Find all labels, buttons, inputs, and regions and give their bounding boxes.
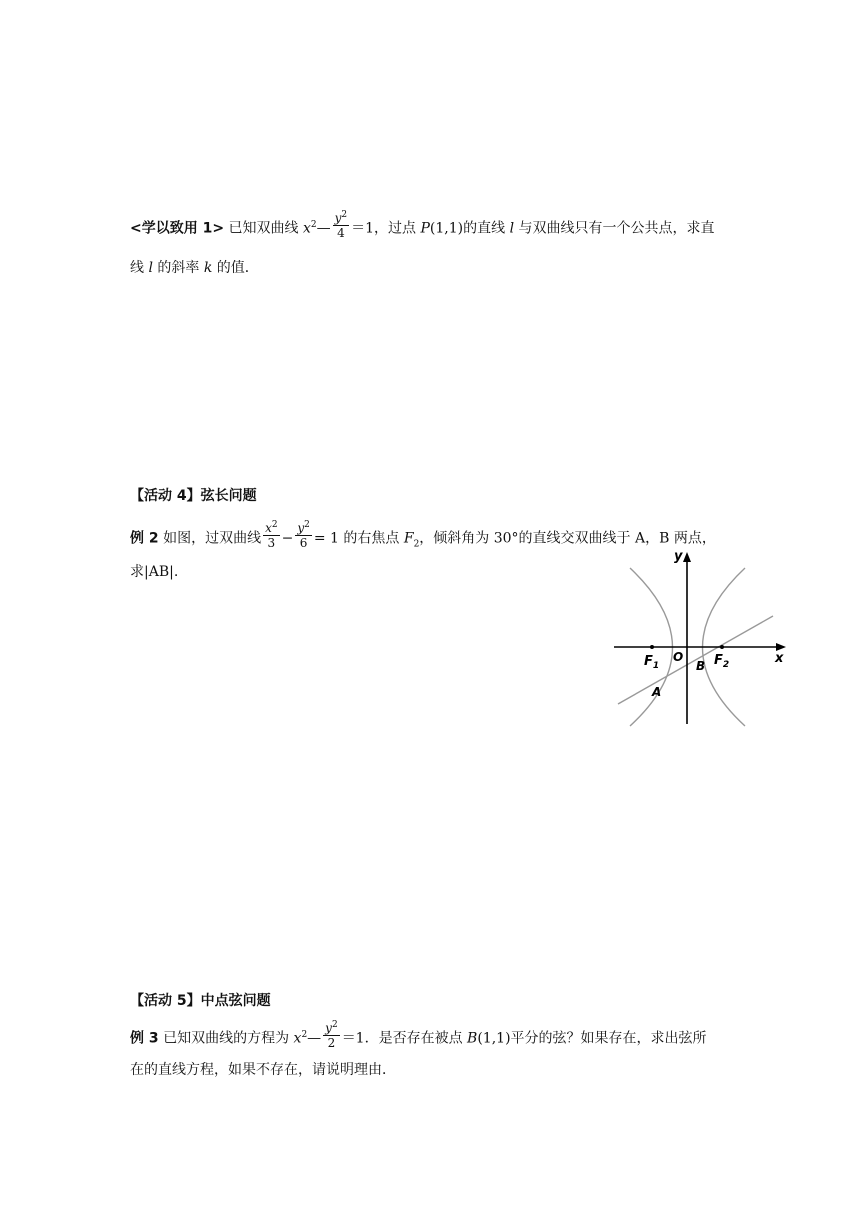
axis-x-label: x: [775, 651, 784, 666]
problem-1-line-1: <学以致用 1> 已知双曲线 $x^2—$ $\frac{y^2}{4}$ ＝1，过点 P(1,1)的直线 l 与双曲线只有一个公共点，求直: [130, 210, 715, 240]
axis-y-label: y: [674, 549, 683, 564]
point-b-label: B: [696, 659, 706, 673]
example-2-label: 例 2: [130, 530, 159, 547]
focus-f1-dot: [650, 645, 654, 649]
example-3-line-1: 例 3 已知双曲线的方程为 $x^2—$ $\frac{y^2}{2}$ ＝1．是否存在被点 B(1,1)平分的弦？如果存在，求出弦所: [130, 1020, 707, 1050]
problem-1-tag: <学以致用 1>: [130, 220, 225, 237]
example-3-line-2: 在的直线方程，如果不存在，请说明理由．: [130, 1062, 396, 1078]
focus-f2-dot: [720, 645, 724, 649]
problem-1-line-2: 线 l 的斜率 k 的值．: [130, 260, 259, 276]
example-2-line-2: 求|AB|.: [130, 564, 179, 580]
example-3-label: 例 3: [130, 1030, 159, 1047]
hyperbola-figure: [610, 548, 790, 728]
example-2-line-1: 例 2 如图，过双曲线 $\frac{x^2}{3}$ − $\frac{y^2}{6}$ = 1 的右焦点 $F_2$，倾斜角为 30°的直线交双曲线于 A，B 两点，: [130, 520, 716, 550]
focus-f1-label: $F_1$: [644, 654, 660, 671]
x-axis-arrow: [776, 643, 786, 651]
fraction-y2-over-4: $\frac{y^2}{4}$: [334, 210, 348, 240]
fraction-y2-over-6: $\frac{y^2}{6}$: [297, 520, 310, 550]
focus-f2-label: $F_2$: [714, 653, 730, 670]
fraction-y2-over-2: $\frac{y^2}{2}$: [325, 1020, 338, 1050]
origin-label: O: [673, 650, 684, 664]
y-axis-arrow: [683, 552, 691, 562]
activity-4-heading: 【活动 4】弦长问题: [130, 488, 257, 504]
activity-5-heading: 【活动 5】中点弦问题: [130, 993, 271, 1009]
fraction-x2-over-3: $\frac{x^2}{3}$: [265, 520, 278, 550]
point-a-label: A: [652, 685, 662, 699]
